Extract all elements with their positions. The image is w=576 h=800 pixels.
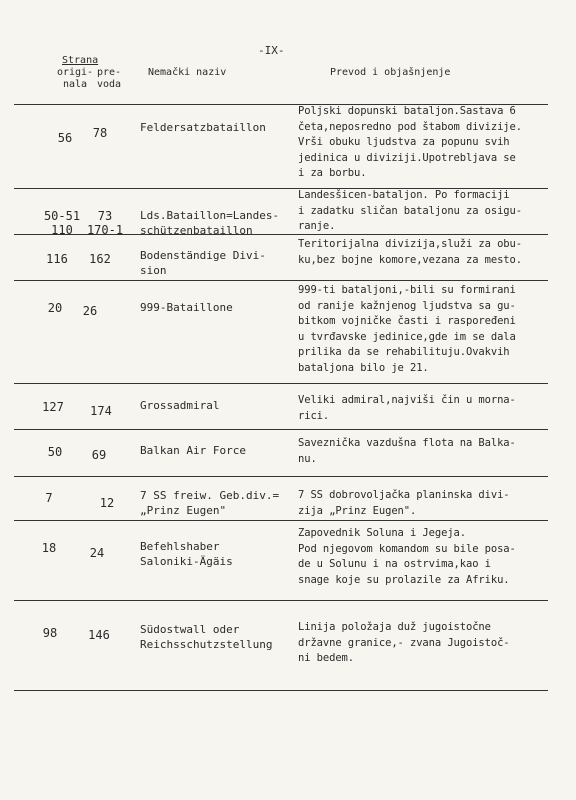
trans-page: 78 bbox=[92, 126, 108, 140]
german-term: Bodenständige Divi- sion bbox=[140, 249, 266, 277]
divider bbox=[14, 476, 548, 477]
trans-page: 162 bbox=[89, 252, 111, 266]
divider bbox=[14, 690, 548, 691]
translation-text: Landesšicen-bataljon. Po formaciji i zadatku sličan bataljonu za osigu- ranje. bbox=[298, 189, 522, 232]
divider bbox=[14, 234, 548, 235]
orig-page: 50 bbox=[47, 445, 63, 459]
translation-text: Saveznička vazdušna flota na Balka- nu. bbox=[298, 437, 516, 465]
trans-page: 24 bbox=[89, 546, 105, 560]
divider bbox=[14, 383, 548, 384]
header-strana: Strana bbox=[62, 55, 99, 66]
divider bbox=[14, 600, 548, 601]
german-term: Lds.Bataillon=Landes- schützenbataillon bbox=[140, 209, 280, 237]
divider bbox=[14, 429, 548, 430]
trans-page: 146 bbox=[88, 628, 110, 642]
orig-page: 98 bbox=[42, 626, 58, 640]
german-term: 999-Bataillone bbox=[140, 301, 233, 314]
german-term: 7 SS freiw. Geb.div.= „Prinz Eugen" bbox=[140, 489, 280, 517]
page-number: -IX- bbox=[258, 44, 285, 57]
trans-page: 69 bbox=[91, 448, 107, 462]
orig-page: 18 bbox=[41, 541, 57, 555]
trans-page: 73 170-1 bbox=[86, 209, 124, 237]
trans-page: 174 bbox=[90, 404, 112, 418]
translation-text: 7 SS dobrovoljačka planinska divi- zija „Prinz Eugen". bbox=[298, 489, 510, 517]
orig-page: 7 bbox=[45, 491, 53, 505]
translation-text: Teritorijalna divizija,služi za obu- ku,bez bojne komore,vezana za mesto. bbox=[298, 238, 522, 266]
orig-page: 127 bbox=[42, 400, 64, 414]
german-term: Balkan Air Force bbox=[140, 444, 246, 457]
translation-text: Veliki admiral,najviši čin u morna- rici. bbox=[298, 394, 516, 422]
german-term: Befehlshaber Saloniki-Ägäis bbox=[140, 540, 233, 568]
divider bbox=[14, 520, 548, 521]
header-nemacki-naziv: Nemački naziv bbox=[148, 67, 227, 78]
german-term: Südostwall oder Reichsschutzstellung bbox=[140, 623, 273, 651]
translation-text: 999-ti bataljoni,-bili su formirani od ranije kažnjenog ljudstva sa gu- bitkom vojničke časti i raspoređeni u tvrđavske jedinice,gde im se dala prilika da se rehabilituju.Ovakvih bataljona bilo je 21. bbox=[298, 284, 516, 374]
translation-text: Linija položaja duž jugoistočne državne granice,- zvana Jugoistoč- ni bedem. bbox=[298, 621, 510, 664]
header-prevoda: pre- voda bbox=[96, 67, 122, 90]
translation-text: Zapovednik Soluna i Jegeja. Pod njegovom komandom su bile posa- de u Solunu i na ostrvima,kao i snage koje su prolazile za Afriku. bbox=[298, 527, 516, 586]
orig-page: 50-51 110 bbox=[43, 209, 81, 237]
german-term: Feldersatzbataillon bbox=[140, 121, 266, 134]
divider bbox=[14, 280, 548, 281]
header-original: origi- nala bbox=[56, 67, 94, 90]
header-prevod: Prevod i objašnjenje bbox=[330, 67, 451, 78]
orig-page: 20 bbox=[47, 301, 63, 315]
trans-page: 26 bbox=[82, 304, 98, 318]
german-term: Grossadmiral bbox=[140, 399, 220, 412]
translation-text: Poljski dopunski bataljon.Sastava 6 četa,neposredno pod štabom divizije. Vrši obuku ljudstva za popunu svih jedinica u diviziji.Upotrebljava se i za borbu. bbox=[298, 105, 522, 179]
orig-page: 116 bbox=[46, 252, 68, 266]
trans-page: 12 bbox=[99, 496, 115, 510]
orig-page: 56 bbox=[57, 131, 73, 145]
